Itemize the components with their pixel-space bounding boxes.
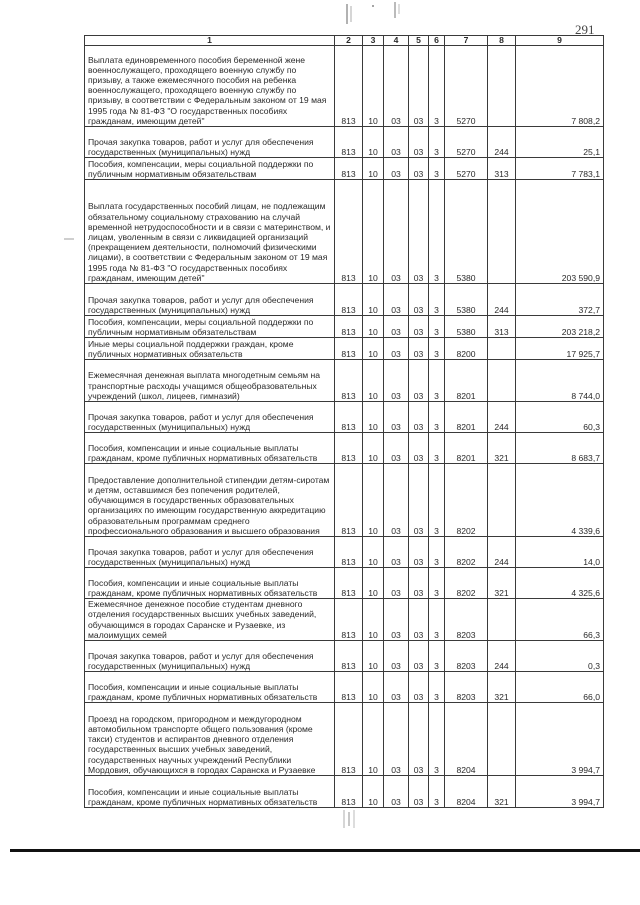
header-row: [85, 36, 604, 46]
cell-col7: 8204: [445, 776, 488, 808]
cell-amount: 372,7: [516, 284, 604, 316]
cell-col7: 5380: [445, 284, 488, 316]
cell-col6: 3: [429, 537, 445, 568]
cell-col7: 8200: [445, 338, 488, 360]
cell-col5: 03: [409, 433, 429, 464]
cell-col7: 8204: [445, 703, 488, 776]
cell-col5: 03: [409, 127, 429, 158]
cell-col2: 813: [335, 158, 363, 180]
col-header-2: 2: [335, 36, 363, 46]
cell-amount: 4 339,6: [516, 464, 604, 537]
cell-col4: 03: [384, 641, 409, 672]
row-description: Выплата единовременного пособия беременной жене военнослужащего, проходящего военную службу по призыву, а также ежемесячного пособия на ребенка военнослужащего, проходящего военную службу по призыву, в соответствии с Федеральным законом от 19 мая 1995 года № 81-ФЗ "О государственных пособиях гражданам, имеющим детей": [85, 46, 335, 127]
cell-amount: 66,0: [516, 672, 604, 703]
cell-col6: 3: [429, 776, 445, 808]
cell-col4: 03: [384, 703, 409, 776]
cell-col8: 244: [488, 641, 516, 672]
cell-col6: 3: [429, 316, 445, 338]
row-description: Пособия, компенсации, меры социальной поддержки по публичным нормативным обязательствам: [85, 316, 335, 338]
table-row: [85, 127, 604, 158]
col-header-8: 8: [488, 36, 516, 46]
budget-table: [84, 35, 604, 808]
cell-col8: 321: [488, 568, 516, 599]
cell-amount: 3 994,7: [516, 776, 604, 808]
row-description: Ежемесячная денежная выплата многодетным семьям на транспортные расходы учащимся общеобразовательных учреждений (школ, лицеев, гимназий): [85, 360, 335, 402]
table-row: [85, 464, 604, 537]
cell-amount: 17 925,7: [516, 338, 604, 360]
cell-col6: 3: [429, 672, 445, 703]
cell-col7: 5270: [445, 46, 488, 127]
cell-col6: 3: [429, 703, 445, 776]
cell-col7: 8201: [445, 360, 488, 402]
cell-col3: 10: [363, 158, 384, 180]
cell-col2: 813: [335, 180, 363, 284]
cell-col5: 03: [409, 284, 429, 316]
cell-col5: 03: [409, 316, 429, 338]
col-header-6: 6: [429, 36, 445, 46]
cell-col2: 813: [335, 537, 363, 568]
cell-col3: 10: [363, 641, 384, 672]
cell-col6: 3: [429, 338, 445, 360]
row-description: Пособия, компенсации, меры социальной поддержки по публичным нормативным обязательствам: [85, 158, 335, 180]
table-row: [85, 672, 604, 703]
cell-amount: 60,3: [516, 402, 604, 433]
cell-col8: [488, 360, 516, 402]
cell-col7: 8201: [445, 402, 488, 433]
cell-col4: 03: [384, 776, 409, 808]
row-description: Предоставление дополнительной стипендии детям-сиротам и детям, оставшимся без попечения родителей, обучающимся в государственных образовательных организациях по имеющим государственную аккредитацию образовательным программам среднего профессионального образования и высшего образования: [85, 464, 335, 537]
row-description: Ежемесячное денежное пособие студентам дневного отделения государственных высших учебных заведений, обучающимся в городах Саранске и Рузаевке, из малоимущих семей: [85, 599, 335, 641]
cell-col4: 03: [384, 433, 409, 464]
row-description: Прочая закупка товаров, работ и услуг для обеспечения государственных (муниципальных) нужд: [85, 127, 335, 158]
row-description: Иные меры социальной поддержки граждан, кроме публичных нормативных обязательств: [85, 338, 335, 360]
cell-col8: 244: [488, 127, 516, 158]
row-description: Пособия, компенсации и иные социальные выплаты гражданам, кроме публичных нормативных обязательств: [85, 672, 335, 703]
cell-amount: 203 218,2: [516, 316, 604, 338]
cell-amount: 8 683,7: [516, 433, 604, 464]
table-row: [85, 703, 604, 776]
cell-col2: 813: [335, 776, 363, 808]
table-row: [85, 158, 604, 180]
cell-col7: 5270: [445, 127, 488, 158]
cell-col8: [488, 180, 516, 284]
col-header-5: 5: [409, 36, 429, 46]
cell-col8: 313: [488, 158, 516, 180]
table-row: [85, 180, 604, 284]
row-description: Пособия, компенсации и иные социальные выплаты гражданам, кроме публичных нормативных обязательств: [85, 776, 335, 808]
cell-col6: 3: [429, 180, 445, 284]
row-description: Проезд на городском, пригородном и междугородном автомобильном транспорте общего пользования (кроме такси) студентов и аспирантов дневного отделения государственных высших учебных заведений, государственных научных учреждений Республики Мордовия, обучающихся в городах Саранска и Рузаевке: [85, 703, 335, 776]
cell-col8: 244: [488, 284, 516, 316]
cell-col5: 03: [409, 641, 429, 672]
row-description: Прочая закупка товаров, работ и услуг для обеспечения государственных (муниципальных) нужд: [85, 537, 335, 568]
cell-col5: 03: [409, 464, 429, 537]
cell-col7: 8202: [445, 464, 488, 537]
cell-col5: 03: [409, 402, 429, 433]
cell-col5: 03: [409, 537, 429, 568]
cell-col5: 03: [409, 180, 429, 284]
cell-col4: 03: [384, 402, 409, 433]
scan-artifact-bottom: [340, 808, 358, 830]
cell-col2: 813: [335, 127, 363, 158]
cell-col5: 03: [409, 338, 429, 360]
cell-col8: 321: [488, 433, 516, 464]
cell-col6: 3: [429, 641, 445, 672]
cell-col5: 03: [409, 46, 429, 127]
cell-col3: 10: [363, 46, 384, 127]
cell-col8: 313: [488, 316, 516, 338]
cell-col3: 10: [363, 433, 384, 464]
cell-col7: 8202: [445, 537, 488, 568]
scan-artifact-left: [62, 232, 76, 246]
cell-col4: 03: [384, 158, 409, 180]
cell-col2: 813: [335, 338, 363, 360]
table-row: [85, 433, 604, 464]
cell-col3: 10: [363, 338, 384, 360]
cell-col6: 3: [429, 284, 445, 316]
cell-col6: 3: [429, 599, 445, 641]
col-header-3: 3: [363, 36, 384, 46]
cell-col2: 813: [335, 599, 363, 641]
row-description: Прочая закупка товаров, работ и услуг для обеспечения государственных (муниципальных) нужд: [85, 402, 335, 433]
table-row: [85, 568, 604, 599]
row-description: Прочая закупка товаров, работ и услуг для обеспечения государственных (муниципальных) нужд: [85, 284, 335, 316]
cell-col7: 5380: [445, 316, 488, 338]
cell-col8: [488, 599, 516, 641]
cell-col3: 10: [363, 568, 384, 599]
cell-col6: 3: [429, 158, 445, 180]
col-header-1: 1: [85, 36, 335, 46]
cell-col5: 03: [409, 360, 429, 402]
cell-col4: 03: [384, 568, 409, 599]
col-header-4: 4: [384, 36, 409, 46]
cell-col3: 10: [363, 402, 384, 433]
table-row: [85, 537, 604, 568]
cell-col4: 03: [384, 537, 409, 568]
table-row: [85, 402, 604, 433]
cell-col3: 10: [363, 599, 384, 641]
cell-col7: 8203: [445, 599, 488, 641]
cell-col5: 03: [409, 599, 429, 641]
cell-col2: 813: [335, 464, 363, 537]
table-row: [85, 599, 604, 641]
cell-col5: 03: [409, 703, 429, 776]
cell-amount: 66,3: [516, 599, 604, 641]
page-bottom-rule: [10, 849, 640, 852]
cell-col4: 03: [384, 338, 409, 360]
cell-col7: 8201: [445, 433, 488, 464]
cell-col4: 03: [384, 46, 409, 127]
cell-col6: 3: [429, 464, 445, 537]
cell-col3: 10: [363, 180, 384, 284]
table-row: [85, 338, 604, 360]
cell-amount: 7 783,1: [516, 158, 604, 180]
cell-amount: 7 808,2: [516, 46, 604, 127]
cell-col7: 5270: [445, 158, 488, 180]
table-row: [85, 776, 604, 808]
cell-col3: 10: [363, 127, 384, 158]
cell-col4: 03: [384, 672, 409, 703]
cell-col5: 03: [409, 568, 429, 599]
cell-col2: 813: [335, 402, 363, 433]
cell-col3: 10: [363, 360, 384, 402]
cell-col2: 813: [335, 641, 363, 672]
cell-col6: 3: [429, 568, 445, 599]
cell-col2: 813: [335, 316, 363, 338]
cell-col6: 3: [429, 402, 445, 433]
cell-amount: 25,1: [516, 127, 604, 158]
cell-col2: 813: [335, 433, 363, 464]
scan-artifact-top: [345, 0, 403, 26]
cell-col4: 03: [384, 599, 409, 641]
cell-col2: 813: [335, 46, 363, 127]
table-row: [85, 360, 604, 402]
cell-col8: [488, 703, 516, 776]
cell-amount: 8 744,0: [516, 360, 604, 402]
cell-col2: 813: [335, 284, 363, 316]
col-header-7: 7: [445, 36, 488, 46]
cell-amount: 4 325,6: [516, 568, 604, 599]
cell-col6: 3: [429, 433, 445, 464]
cell-amount: 3 994,7: [516, 703, 604, 776]
row-description: Пособия, компенсации и иные социальные выплаты гражданам, кроме публичных нормативных обязательств: [85, 568, 335, 599]
row-description: Пособия, компенсации и иные социальные выплаты гражданам, кроме публичных нормативных обязательств: [85, 433, 335, 464]
cell-col3: 10: [363, 703, 384, 776]
page-number: 291: [575, 22, 595, 37]
cell-col5: 03: [409, 776, 429, 808]
cell-col8: 244: [488, 402, 516, 433]
row-description: Выплата государственных пособий лицам, не подлежащим обязательному социальному страхованию на случай временной нетрудоспособности и в связи с материнством, и лицам, уволенным в связи с ликвидацией организаций (прекращением деятельности, полномочий физическими лицами), в соответствии с Федеральным законом от 19 мая 1995 года № 81-ФЗ "О государственных пособиях гражданам, имеющим детей": [85, 180, 335, 284]
cell-col6: 3: [429, 127, 445, 158]
cell-col3: 10: [363, 316, 384, 338]
cell-col8: [488, 338, 516, 360]
cell-col2: 813: [335, 360, 363, 402]
table-row: [85, 316, 604, 338]
cell-col4: 03: [384, 316, 409, 338]
cell-col4: 03: [384, 127, 409, 158]
table-row: [85, 46, 604, 127]
cell-col8: 321: [488, 672, 516, 703]
cell-col6: 3: [429, 46, 445, 127]
cell-col4: 03: [384, 464, 409, 537]
cell-col3: 10: [363, 537, 384, 568]
cell-col8: 321: [488, 776, 516, 808]
cell-col7: 5380: [445, 180, 488, 284]
cell-col7: 8202: [445, 568, 488, 599]
cell-col3: 10: [363, 464, 384, 537]
cell-col3: 10: [363, 284, 384, 316]
cell-col4: 03: [384, 284, 409, 316]
cell-col2: 813: [335, 672, 363, 703]
row-description: Прочая закупка товаров, работ и услуг для обеспечения государственных (муниципальных) нужд: [85, 641, 335, 672]
cell-col8: 244: [488, 537, 516, 568]
cell-col4: 03: [384, 180, 409, 284]
cell-amount: 203 590,9: [516, 180, 604, 284]
cell-col4: 03: [384, 360, 409, 402]
cell-col6: 3: [429, 360, 445, 402]
cell-amount: 14,0: [516, 537, 604, 568]
cell-col7: 8203: [445, 641, 488, 672]
cell-col2: 813: [335, 703, 363, 776]
cell-amount: 0,3: [516, 641, 604, 672]
col-header-9: 9: [516, 36, 604, 46]
cell-col7: 8203: [445, 672, 488, 703]
table-row: [85, 641, 604, 672]
table-row: [85, 284, 604, 316]
cell-col5: 03: [409, 672, 429, 703]
cell-col8: [488, 464, 516, 537]
cell-col2: 813: [335, 568, 363, 599]
cell-col3: 10: [363, 672, 384, 703]
cell-col5: 03: [409, 158, 429, 180]
cell-col8: [488, 46, 516, 127]
cell-col3: 10: [363, 776, 384, 808]
